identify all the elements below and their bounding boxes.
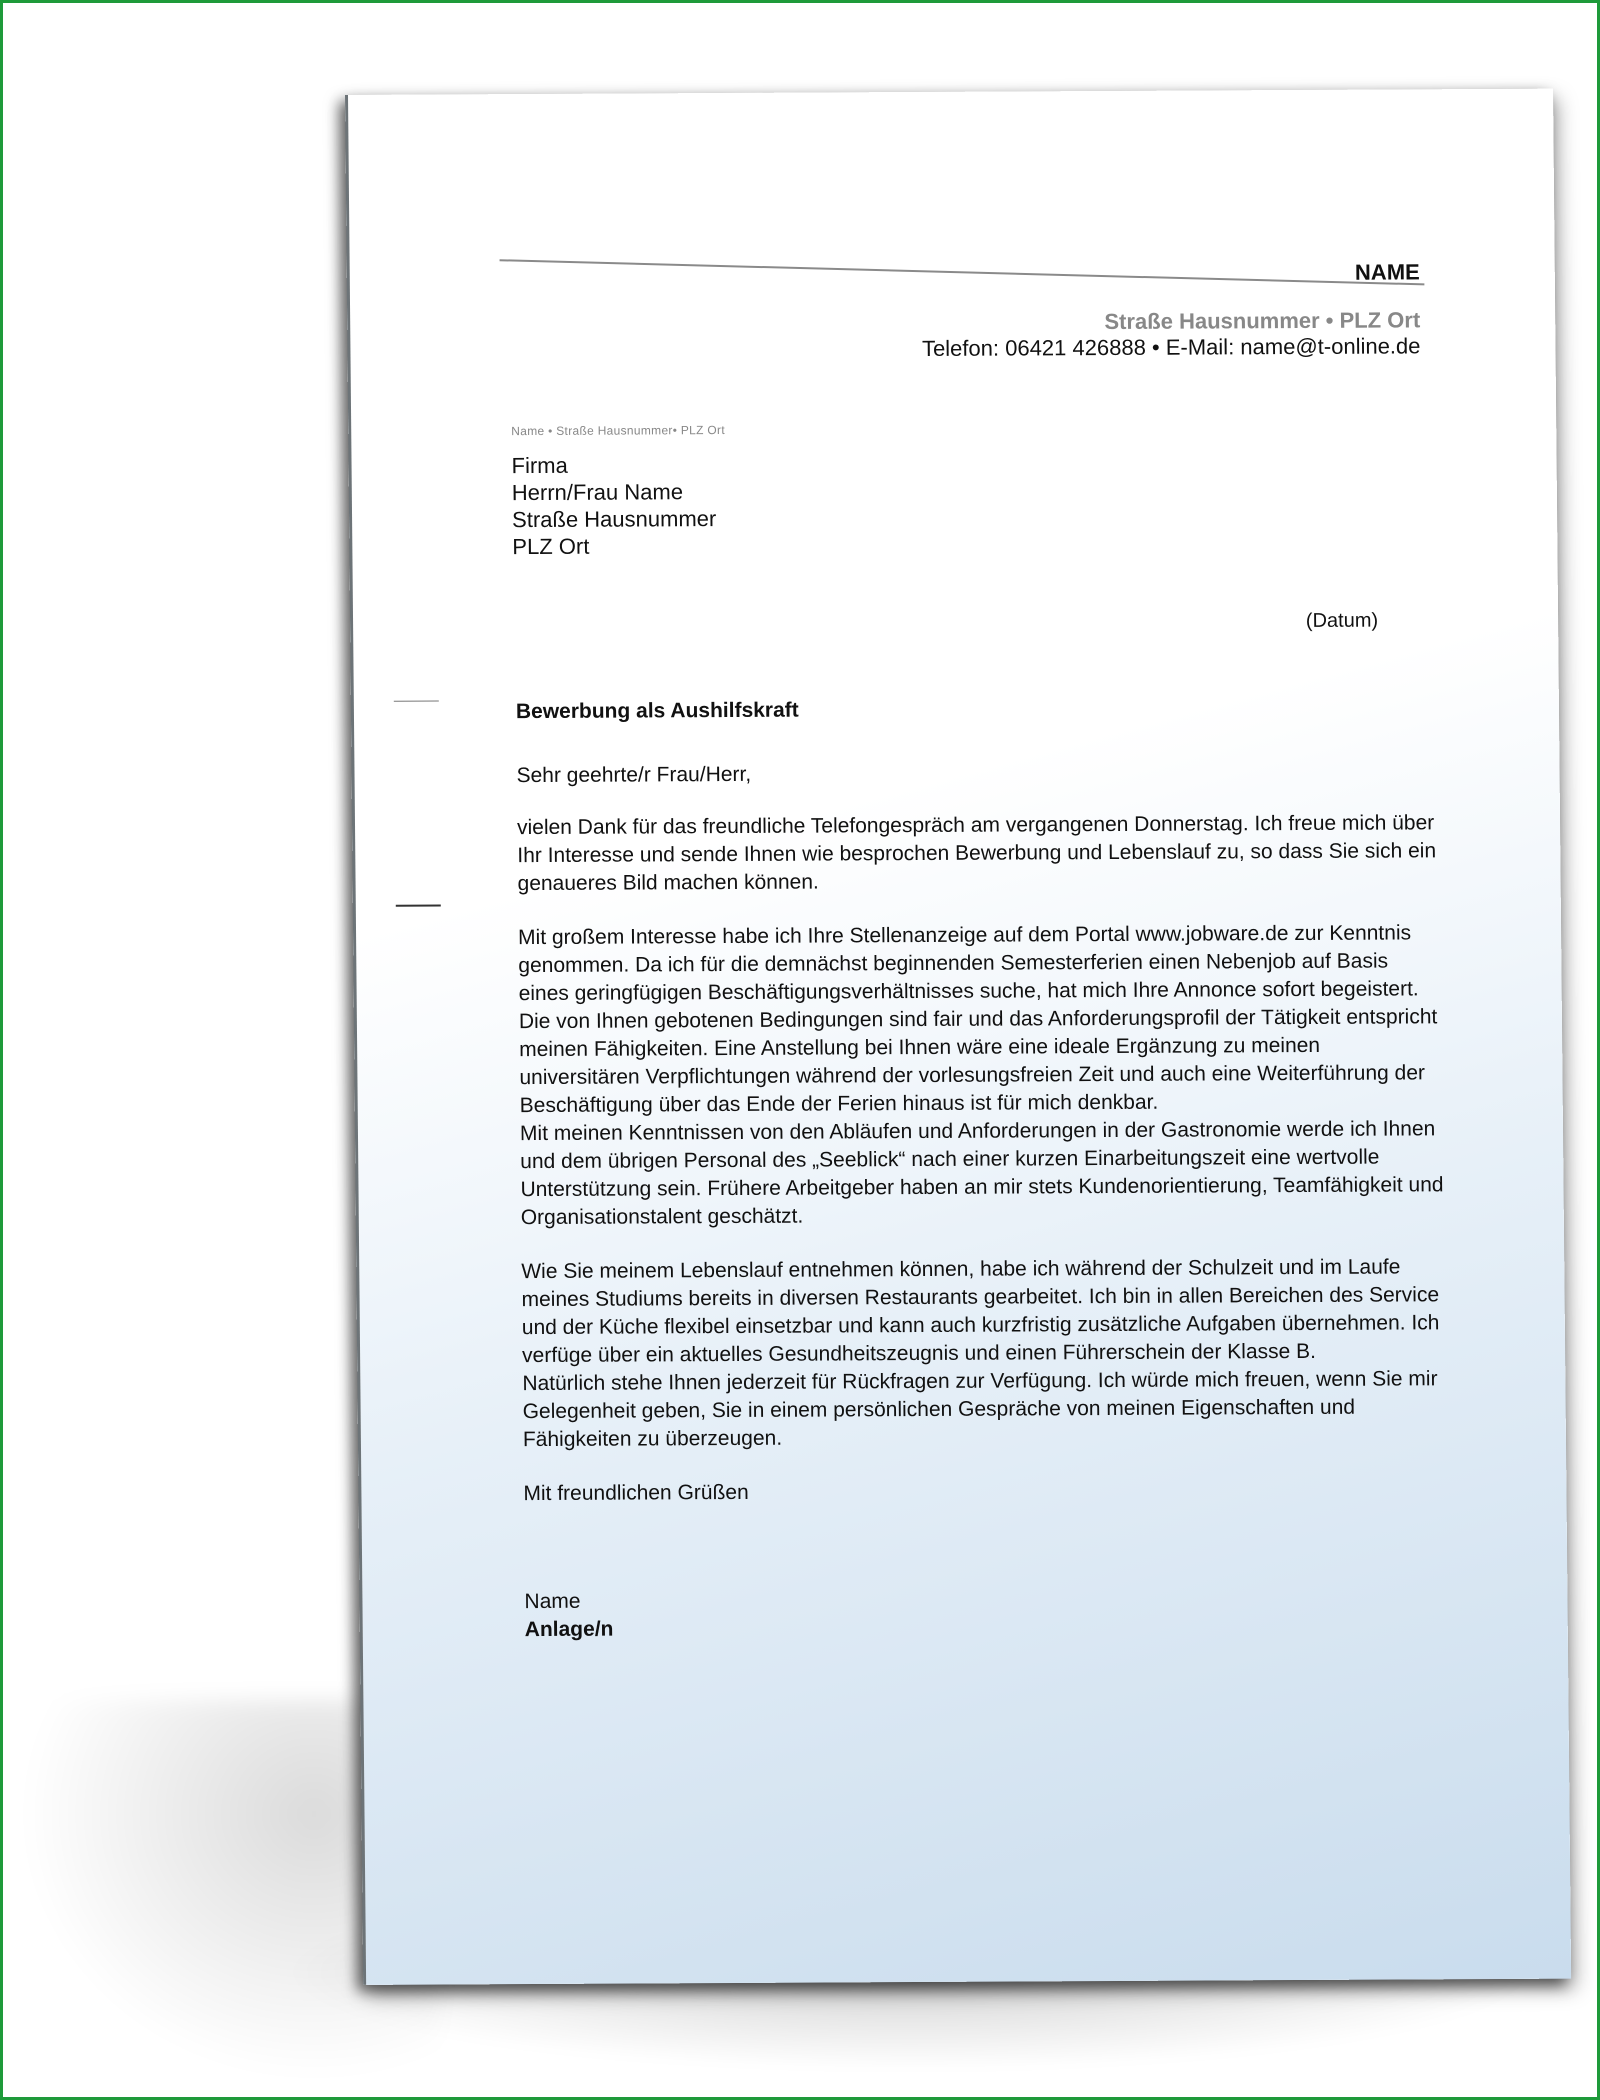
recipient-city: PLZ Ort xyxy=(512,533,590,560)
header-rule xyxy=(500,259,1425,285)
letter-subject: Bewerbung als Aushilfskraft xyxy=(515,698,799,724)
paragraph: vielen Dank für das freundliche Telefongespräch am vergangenen Donnerstag. Ich freue mich über Ihr Interesse und sende Ihnen wie besprochen Bewerbung und Lebenslauf zu, so dass Sie sich ein genaueres Bild machen können. xyxy=(516,811,1437,896)
recipient-block xyxy=(511,451,716,560)
sender-name: NAME xyxy=(1354,259,1420,285)
sender-contact: Telefon: 06421 426888 • E-Mail: name@t-online.de xyxy=(921,333,1421,361)
return-address: Name • Straße Hausnummer• PLZ Ort xyxy=(511,423,726,439)
letter-body xyxy=(516,757,1449,1644)
enclosure: Anlage/n xyxy=(524,1617,614,1642)
signature-name: Name xyxy=(524,1589,581,1614)
paragraph: Natürlich stehe Ihnen jederzeit für Rückfragen zur Verfügung. Ich würde mich freuen, wenn Sie mir Gelegenheit geben, Sie in einem persönlichen Gespräche von meinen Eigenschaften und Fähigkeiten zu überzeugen. xyxy=(522,1367,1438,1452)
recipient-person: Herrn/Frau Name xyxy=(511,479,684,506)
closing: Mit freundlichen Grüßen xyxy=(523,1480,749,1506)
paragraph: Mit großem Interesse habe ich Ihre Stellenanzeige auf dem Portal www.jobware.de zur Kenntnis genommen. Da ich für die demnächst beginnenden Semesterferien einen Nebenjob auf Basis eines geringfügigen Beschäftigungsverhältnisses suche, hat mich Ihre Annonce sofort begeistert. Die von Ihnen gebotenen Bedingungen sind fair und das Anforderungsprofil der Tätigkeit entspricht meinen Fähigkeiten. Eine Anstellung bei Ihnen wäre eine ideale Ergänzung zu meinen universitären Verpflichtungen während der vorlesungsfreien Zeit und auch eine Weiterführung der Beschäftigung über das Ende der Ferien hinaus ist für mich denkbar. xyxy=(517,921,1438,1118)
sender-street: Straße Hausnummer • PLZ Ort xyxy=(1104,307,1421,335)
letter-date: (Datum) xyxy=(1305,609,1379,632)
letter-page xyxy=(345,89,1571,1985)
recipient-street: Straße Hausnummer xyxy=(511,506,717,533)
fold-mark xyxy=(394,701,439,702)
paragraph: Wie Sie meinem Lebenslauf entnehmen können, habe ich während der Schulzeit und im Laufe meines Studiums bereits in diversen Restaurants gearbeitet. Ich bin in allen Bereichen des Service und der Küche flexibel einsetzbar und kann auch kurzfristig zusätzliche Aufgaben übernehmen. Ich verfüge über ein aktuelles Gesundheitszeugnis und einen Führerschein der Klasse B. xyxy=(521,1255,1440,1368)
punch-mark xyxy=(396,905,441,907)
recipient-company: Firma xyxy=(511,452,568,479)
paragraph: Mit meinen Kenntnissen von den Abläufen und Anforderungen in der Gastronomie werde ich Ihnen und dem übrigen Personal des „Seeblick“ nach einer kurzen Einarbeitungszeit eine wertvolle Unterstützung sein. Frühere Arbeitgeber haben an mir stets Kundenorientierung, Teamfähigkeit und Organisationstalent geschätzt. xyxy=(519,1117,1444,1230)
salutation: Sehr geehrte/r Frau/Herr, xyxy=(516,762,752,788)
